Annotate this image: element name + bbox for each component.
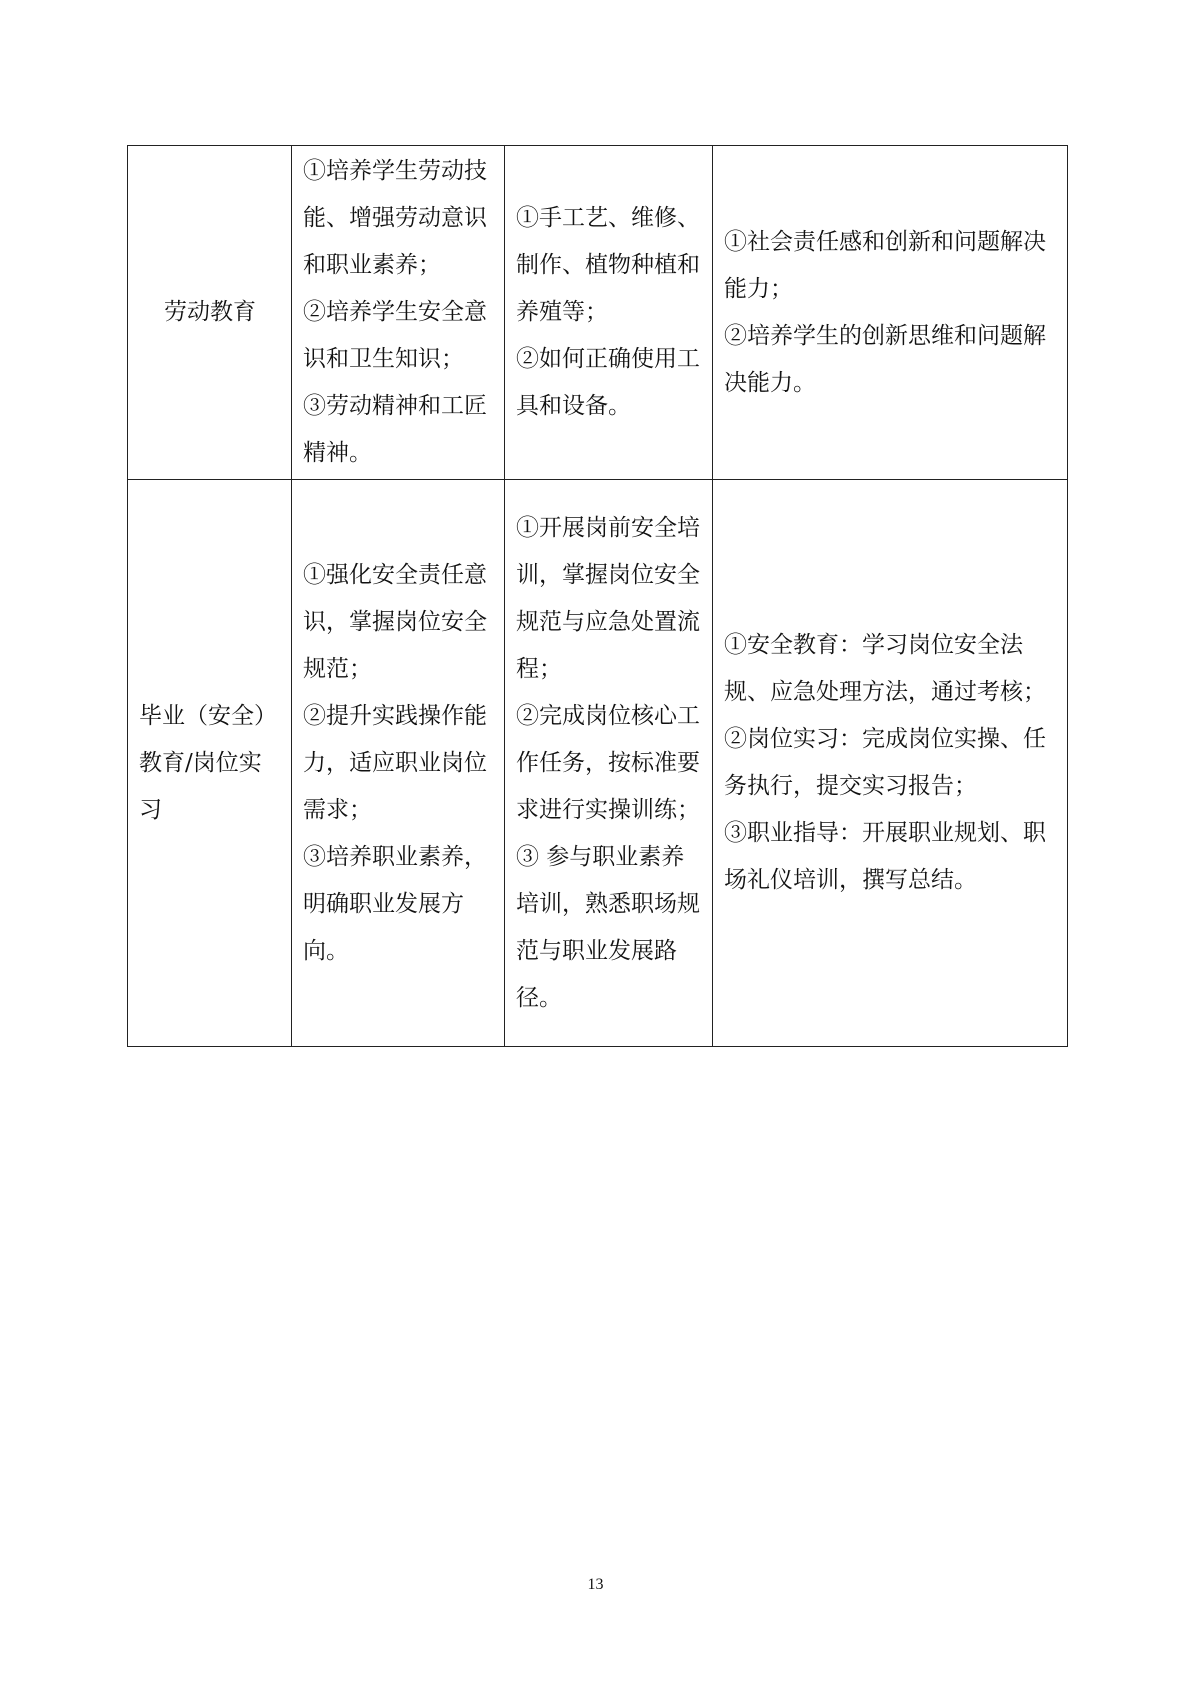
- course-name-cell: [128, 146, 292, 480]
- content-item: ②完成岗位核心工作任务，按标准要求进行实操训练；: [516, 702, 700, 823]
- objective-item: ③培养职业素养，明确职业发展方向。: [303, 843, 487, 964]
- content-cell: [505, 146, 713, 480]
- page-number: 13: [587, 1576, 604, 1593]
- content-item: ①手工艺、维修、制作、植物种植和养殖等；: [516, 205, 700, 325]
- requirement-item: ①安全教育：学习岗位安全法规、应急处理方法，通过考核；: [724, 632, 1046, 705]
- table-row: [128, 146, 1068, 480]
- objective-item: ②提升实践操作能力，适应职业岗位需求；: [303, 702, 487, 823]
- course-table: [127, 145, 1068, 1047]
- objective-item: ①培养学生劳动技能、增强劳动意识和职业素养；: [303, 158, 487, 278]
- content-item: ①开展岗前安全培训，掌握岗位安全规范与应急处置流程；: [516, 514, 700, 682]
- objective-item: ①强化安全责任意识，掌握岗位安全规范；: [303, 561, 487, 682]
- content-item: ③ 参与职业素养培训，熟悉职场规范与职业发展路径。: [516, 843, 700, 1011]
- content-item: ②如何正确使用工具和设备。: [516, 346, 700, 419]
- objective-item: ②培养学生安全意识和卫生知识；: [303, 299, 487, 372]
- requirement-item: ①社会责任感和创新和问题解决能力；: [724, 228, 1046, 302]
- course-name: 劳动教育: [164, 299, 256, 325]
- objectives-cell: [292, 480, 505, 1047]
- course-name: 毕业（安全）教育/岗位实习: [139, 702, 277, 823]
- requirement-item: ②培养学生的创新思维和问题解决能力。: [724, 322, 1046, 396]
- objectives-cell: [292, 146, 505, 480]
- table-row: [128, 480, 1068, 1047]
- requirement-item: ②岗位实习：完成岗位实操、任务执行，提交实习报告；: [724, 726, 1046, 799]
- requirements-cell: [713, 480, 1068, 1047]
- requirement-item: ③职业指导：开展职业规划、职场礼仪培训，撰写总结。: [724, 820, 1046, 893]
- course-name-cell: [128, 480, 292, 1047]
- objective-item: ③劳动精神和工匠精神。: [303, 393, 487, 466]
- requirements-cell: [713, 146, 1068, 480]
- content-cell: [505, 480, 713, 1047]
